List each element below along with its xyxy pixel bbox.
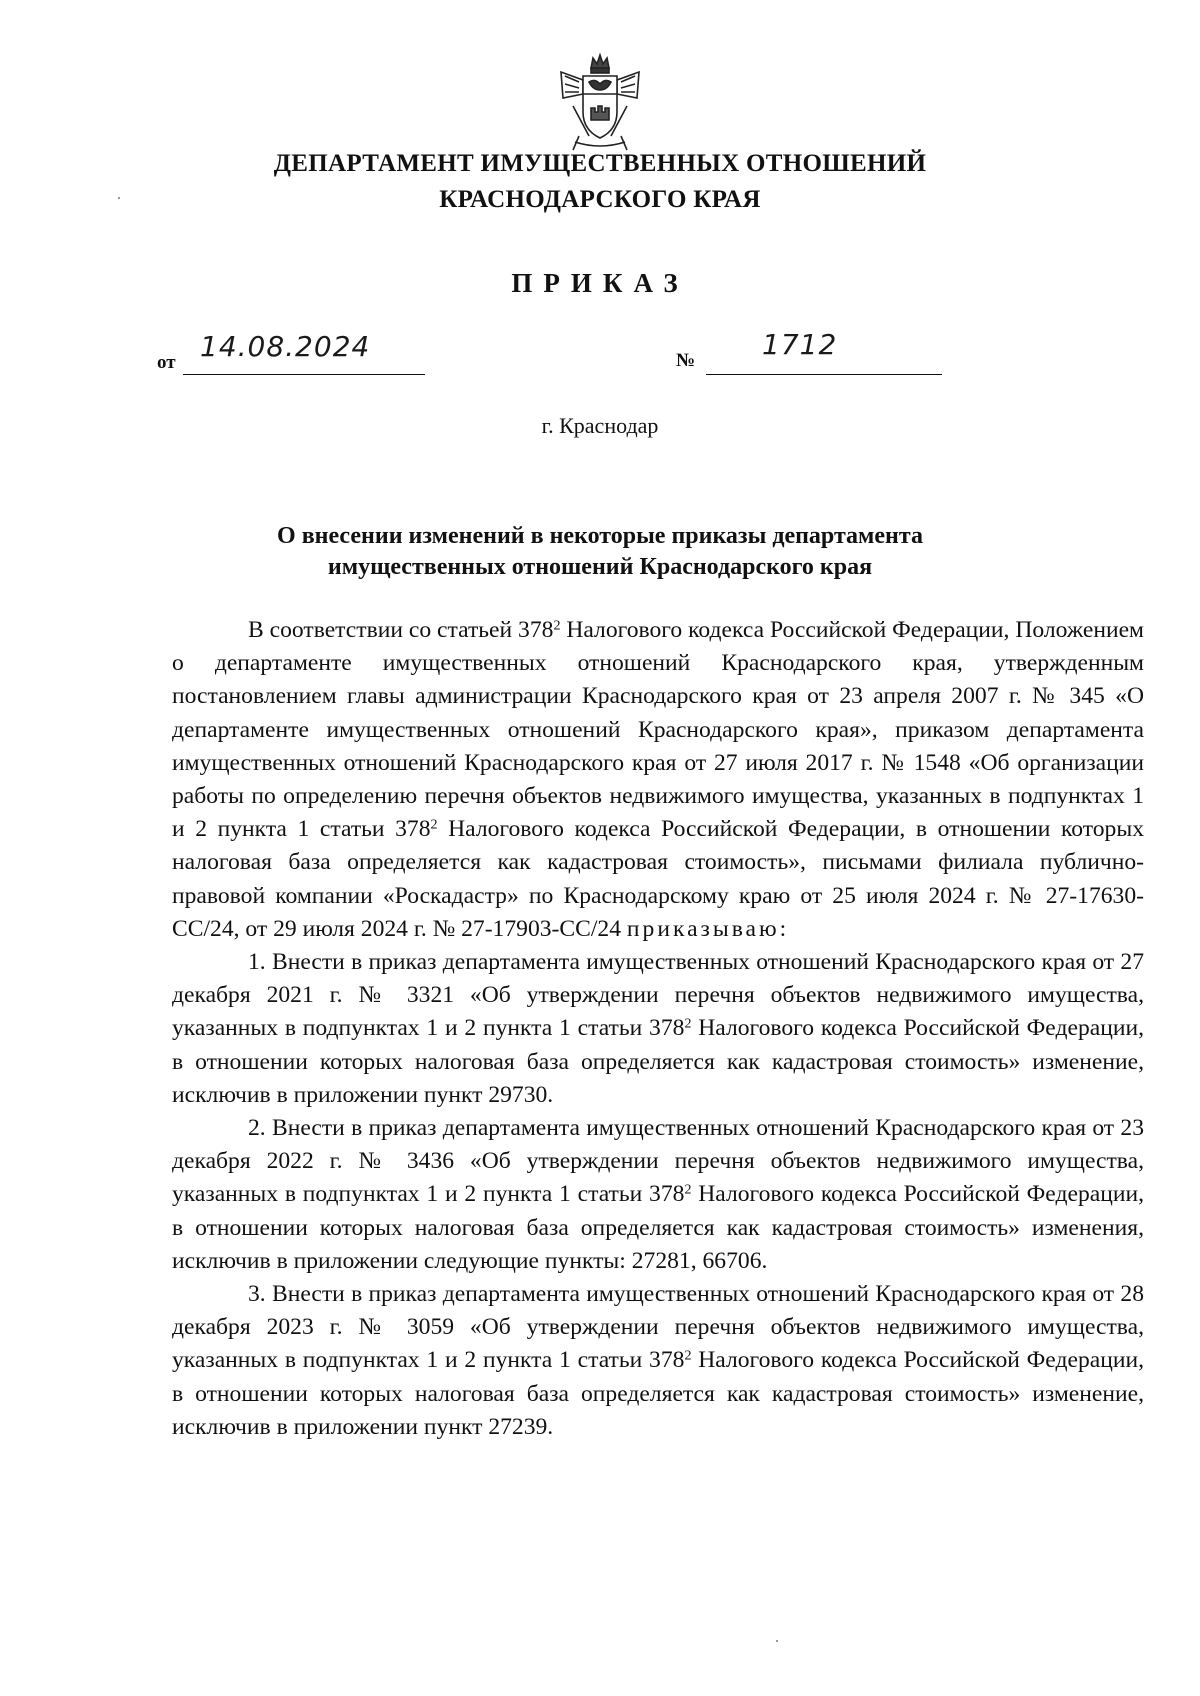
date-label: от <box>157 352 176 373</box>
scan-speck <box>118 197 120 199</box>
coat-of-arms-icon <box>553 50 647 154</box>
subject-line1: О внесении изменений в некоторые приказы департамента <box>277 523 923 549</box>
order-body <box>172 614 1144 1444</box>
item-2-text-2: Налогового кодекса Российской Федерации, в отношении которых налоговая база определяется как кадастровая стоимость» изменения, исключив в приложении следующие пункты: 27281, 66706. <box>172 1181 1144 1274</box>
superscript: 2 <box>430 817 438 833</box>
date-handwritten-value: 14.08.2024 <box>200 330 371 363</box>
scan-speck <box>776 1640 778 1642</box>
superscript: 2 <box>684 1182 692 1198</box>
preamble-text-3: Налогового кодекса Российской Федерации, в отношении которых налоговая база определяется как кадастровая стоимость», письмами филиала публично-правовой компании «Роскадастр» по Краснодарскому краю от 25 июля 2024 г. № 27-17630-СС/24, от 29 июля 2024 г. № 27-17903-СС/24 <box>172 816 1144 942</box>
department-name-line1: ДЕПАРТАМЕНТ ИМУЩЕСТВЕННЫХ ОТНОШЕНИЙ <box>273 150 927 177</box>
item-3-text-2: Налогового кодекса Российской Федерации, в отношении которых налоговая база определяется как кадастровая стоимость» изменение, исключив в приложении пункт 27239. <box>172 1347 1144 1440</box>
item-2-text-1: 2. Внести в приказ департамента имущественных отношений Краснодарского края от 23 декабря 2022 г. № 3436 «Об утверждении перечня объектов недвижимого имущества, указанных в подпунктах 1 и 2 пункта 1 статьи 378 <box>172 1115 1144 1208</box>
preamble-text-2: Налогового кодекса Российской Федерации, Положением о департаменте имущественных отношений Краснодарского края, утвержденным постановлением главы администрации Краснодарского края от 23 апреля 2007 г. № 345 «О департаменте имущественных отношений Краснодарского края», приказом департамента имущественных отношений Краснодарского края от 27 июля 2017 г. № 1548 «Об организации работы по определению перечня объектов недвижимого имущества, указанных в подпунктах 1 и 2 пункта 1 статьи 378 <box>172 617 1144 843</box>
order-item-3 <box>172 1278 1144 1444</box>
order-verb: приказываю: <box>626 915 790 942</box>
superscript: 2 <box>684 1348 692 1364</box>
preamble-paragraph <box>172 614 1144 946</box>
subject-line2: имущественных отношений Краснодарского края <box>327 554 873 580</box>
item-1-text-1: 1. Внести в приказ департамента имущественных отношений Краснодарского края от 27 декабря 2021 г. № 3321 «Об утверждении перечня объектов недвижимого имущества, указанных в подпунктах 1 и 2 пункта 1 статьи 378 <box>172 949 1144 1042</box>
order-subject <box>220 521 980 583</box>
preamble-text-1: В соответствии со статьей 378 <box>248 617 554 643</box>
number-label: № <box>676 350 696 371</box>
item-3-text-1: 3. Внести в приказ департамента имущественных отношений Краснодарского края от 28 декабря 2023 г. № 3059 «Об утверждении перечня объектов недвижимого имущества, указанных в подпунктах 1 и 2 пункта 1 статьи 378 <box>172 1281 1144 1374</box>
superscript: 2 <box>684 1016 692 1032</box>
department-name-line2: КРАСНОДАРСКОГО КРАЯ <box>439 186 761 213</box>
item-1-text-2: Налогового кодекса Российской Федерации, в отношении которых налоговая база определяется как кадастровая стоимость» изменение, исключив в приложении пункт 29730. <box>172 1015 1144 1108</box>
doc-type-title: ПРИКАЗ <box>511 268 689 298</box>
order-item-1 <box>172 946 1144 1112</box>
order-item-2 <box>172 1112 1144 1278</box>
date-underline <box>183 374 425 375</box>
number-handwritten-value: 1712 <box>762 328 838 361</box>
city: г. Краснодар <box>541 413 659 438</box>
number-underline <box>706 374 942 375</box>
superscript: 2 <box>553 618 561 634</box>
